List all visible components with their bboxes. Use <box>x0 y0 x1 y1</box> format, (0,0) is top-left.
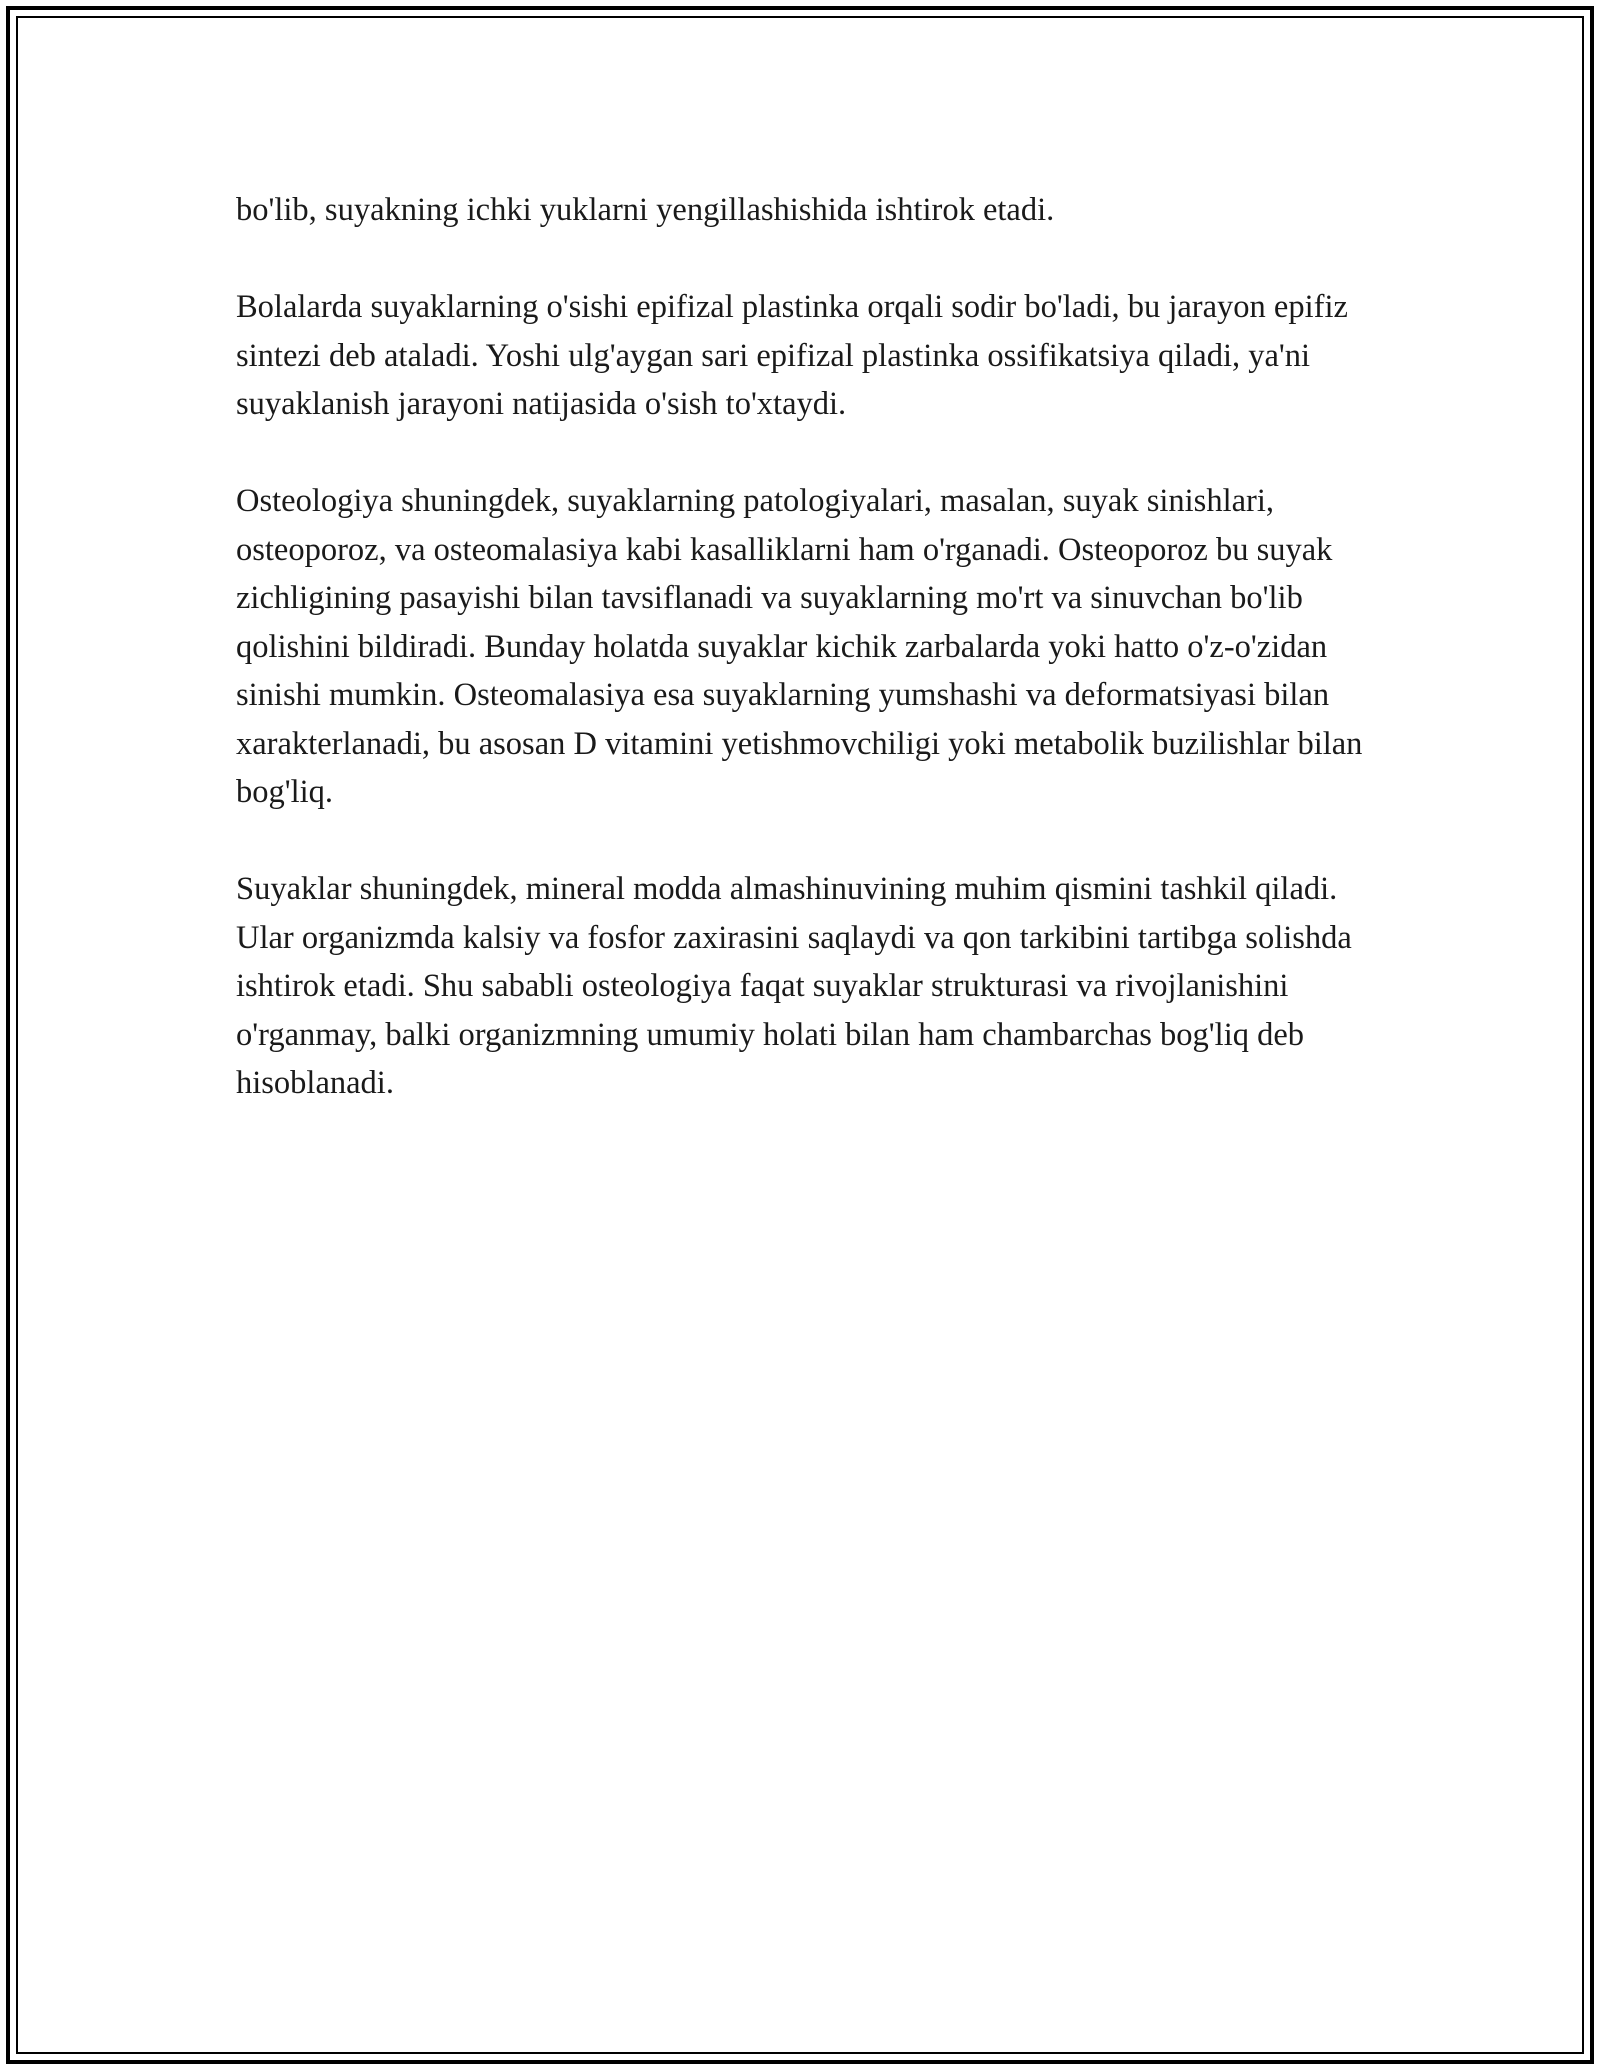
paragraph-3: Osteologiya shuningdek, suyaklarning patologiyalari, masalan, suyak sinishlari, osteoporoz, va osteomalasiya kabi kasalliklarni ham o'rganadi. Osteoporoz bu suyak zichligining pasayishi bilan tavsiflanadi va suyaklarning mo'rt va sinuvchan bo'lib qolishini bildiradi. Bunday holatda suyaklar kichik zarbalarda yoki hatto o'z-o'zidan sinishi mumkin. Osteomalasiya esa suyaklarning yumshashi va deformatsiyasi bilan xarakterlanadi, bu asosan D vitamini yetishmovchiligi yoki metabolik buzilishlar bilan bog'liq. <box>236 483 1363 810</box>
document-body <box>236 186 1376 1108</box>
paragraph-4: Suyaklar shuningdek, mineral modda almashinuvining muhim qismini tashkil qiladi. Ular organizmda kalsiy va fosfor zaxirasini saqlaydi va qon tarkibini tartibga solishda ishtirok etadi. Shu sababli osteologiya faqat suyaklar strukturasi va rivojlanishini o'rganmay, balki organizmning umumiy holati bilan ham chambarchas bog'liq deb hisoblanadi. <box>236 871 1352 1101</box>
paragraph-2: Bolalarda suyaklarning o'sishi epifizal plastinka orqali sodir bo'ladi, bu jarayon epifiz sintezi deb ataladi. Yoshi ulg'aygan sari epifizal plastinka ossifikatsiya qiladi, ya'ni suyaklanish jarayoni natijasida o'sish to'xtaydi. <box>236 289 1348 422</box>
paragraph-1: bo'lib, suyakning ichki yuklarni yengillashishida ishtirok etadi. <box>236 192 1055 228</box>
